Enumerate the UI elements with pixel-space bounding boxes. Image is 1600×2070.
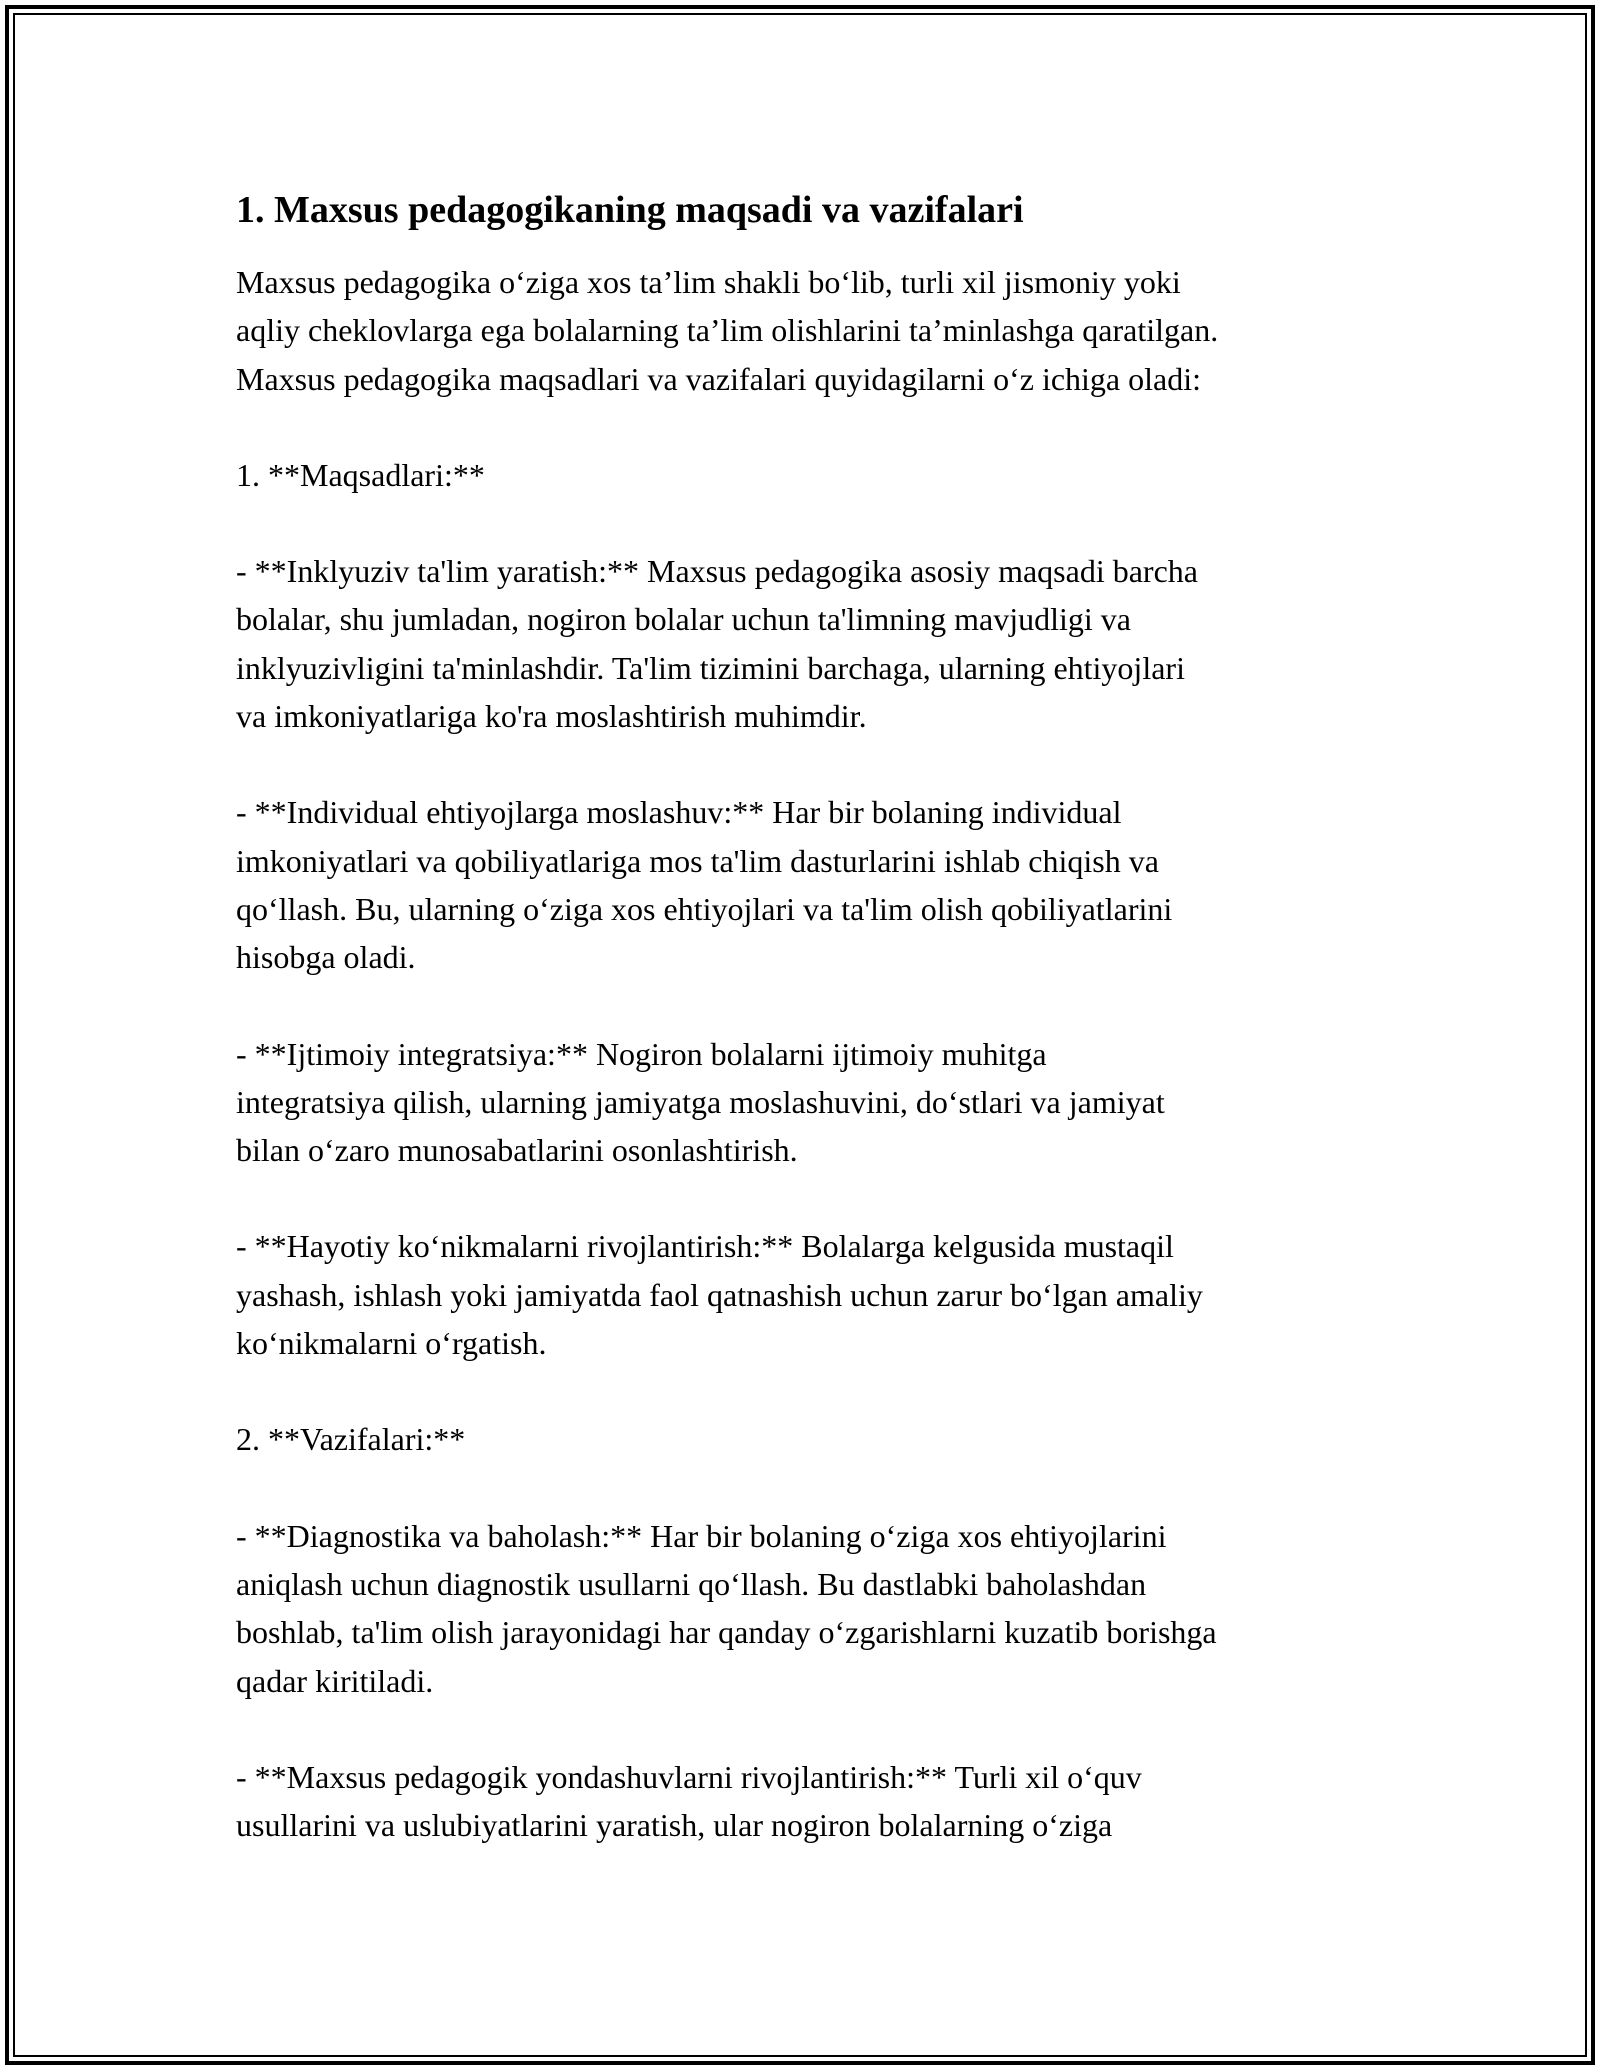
goal-individual-needs: - **Individual ehtiyojlarga moslashuv:** Har bir bolaning individual imkoniyatlari va qobiliyatlariga mos ta'lim dasturlarini ishlab chiqish va qo‘llash. Bu, ularning o‘ziga xos ehtiyojlari va ta'lim olish qobiliyatlarini hisobga oladi. — [236, 794, 1173, 976]
task-diagnostics: - **Diagnostika va baholash:** Har bir bolaning o‘ziga xos ehtiyojlarini aniqlash uchun diagnostik usullarni qo‘llash. Bu dastlabki baholashdan boshlab, ta'lim olish jarayonidagi har qanday o‘zgarishlarni kuzatib borishga qadar kiritiladi. — [236, 1517, 1217, 1699]
goal-inclusive-education: - **Inklyuziv ta'lim yaratish:** Maxsus pedagogika asosiy maqsadi barcha bolalar, shu jumladan, nogiron bolalar uchun ta'limning mavjudligi va inklyuzivligini ta'minlashdir. Ta'lim tizimini barchaga, ularning ehtiyojlari va imkoniyatlariga ko'ra moslashtirish muhimdir. — [236, 553, 1198, 735]
goal-social-integration: - **Ijtimoiy integratsiya:** Nogiron bolalarni ijtimoiy muhitga integratsiya qilish, ularning jamiyatga moslashuvini, do‘stlari va jamiyat bilan o‘zaro munosabatlarini osonlashtirish. — [236, 1035, 1165, 1169]
goals-heading: 1. **Maqsadlari:** — [236, 456, 485, 493]
document-title: 1. Maxsus pedagogikaning maqsadi va vazifalari — [236, 189, 1024, 231]
task-pedagogical-approaches: - **Maxsus pedagogik yondashuvlarni rivojlantirish:** Turli xil o‘quv usullarini va uslubiyatlarini yaratish, ular nogiron bolalarning o‘ziga — [236, 1758, 1142, 1844]
goal-life-skills: - **Hayotiy ko‘nikmalarni rivojlantirish:** Bolalarga kelgusida mustaqil yashash, ishlash yoki jamiyatda faol qatnashish uchun zarur bo‘lgan amaliy ko‘nikmalarni o‘rgatish. — [236, 1228, 1203, 1362]
document-body — [236, 184, 1396, 1849]
tasks-heading: 2. **Vazifalari:** — [236, 1421, 466, 1458]
intro-paragraph: Maxsus pedagogika o‘ziga xos ta’lim shakli bo‘lib, turli xil jismoniy yoki aqliy cheklovlarga ega bolalarning ta’lim olishlarini ta’minlashga qaratilgan. Maxsus pedagogika maqsadlari va vazifalari quyidagilarni o‘z ichiga oladi: — [236, 264, 1219, 397]
